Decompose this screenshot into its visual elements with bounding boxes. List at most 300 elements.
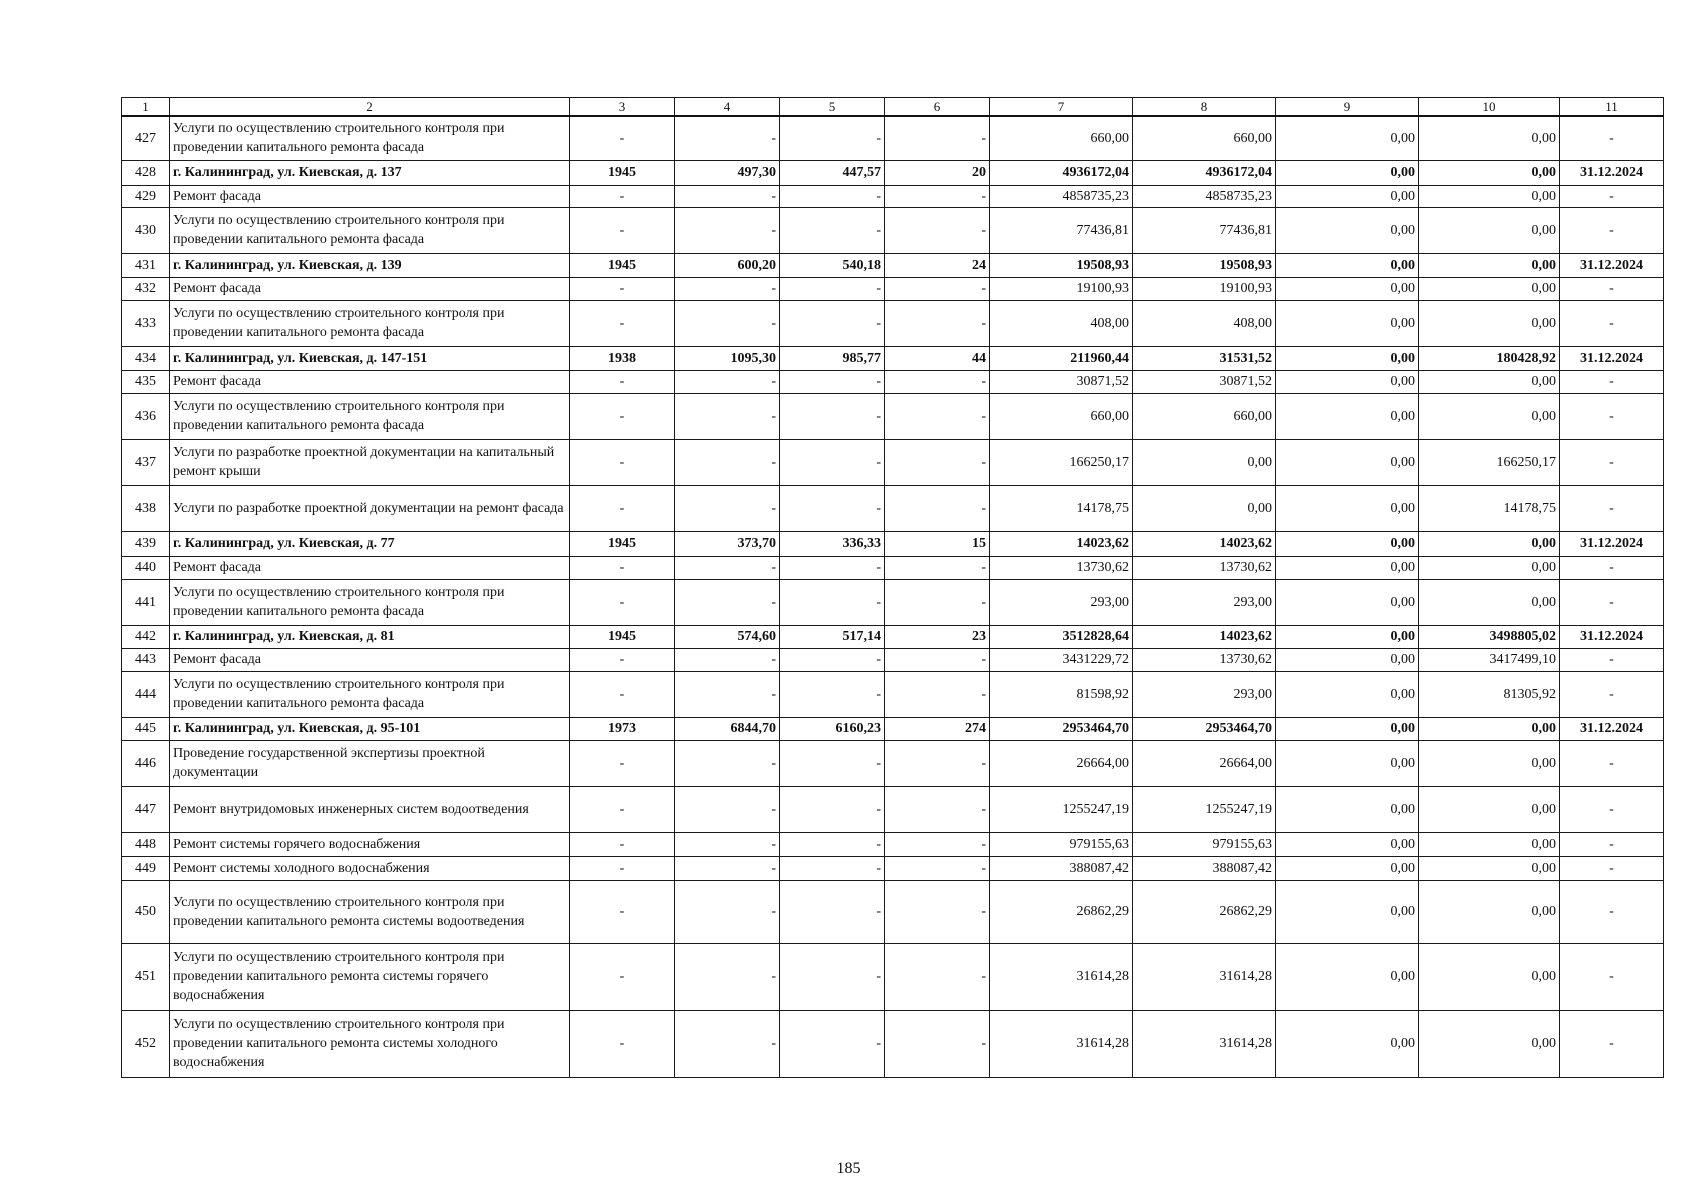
cell-row-number: 451 bbox=[122, 943, 170, 1010]
address-row bbox=[122, 160, 1664, 185]
cell-row-number: 433 bbox=[122, 300, 170, 346]
cell-row-number: 429 bbox=[122, 185, 170, 207]
cell-total-cost: 77436,81 bbox=[990, 207, 1133, 253]
table-row bbox=[122, 207, 1664, 253]
cell-total-area: 574,60 bbox=[675, 625, 780, 648]
cell-living-area: 517,14 bbox=[780, 625, 885, 648]
cell-row-number: 435 bbox=[122, 370, 170, 393]
cell-cost-other: 3498805,02 bbox=[1419, 625, 1560, 648]
cell-completion-date: - bbox=[1560, 1010, 1664, 1077]
cell-total-area: - bbox=[675, 556, 780, 579]
cell-total-cost: 408,00 bbox=[990, 300, 1133, 346]
cell-description: г. Калининград, ул. Киевская, д. 81 bbox=[170, 625, 570, 648]
table-row bbox=[122, 880, 1664, 943]
column-header: 5 bbox=[780, 98, 885, 117]
cell-cost-budget: 0,00 bbox=[1276, 300, 1419, 346]
cell-cost-other: 0,00 bbox=[1419, 832, 1560, 856]
cell-total-area: - bbox=[675, 185, 780, 207]
cell-completion-date: - bbox=[1560, 300, 1664, 346]
cell-living-area: 336,33 bbox=[780, 531, 885, 556]
cell-cost-other: 0,00 bbox=[1419, 531, 1560, 556]
cell-residents: - bbox=[885, 116, 990, 160]
cell-total-area: - bbox=[675, 370, 780, 393]
cell-description: г. Калининград, ул. Киевская, д. 139 bbox=[170, 253, 570, 277]
page-number: 185 bbox=[836, 1160, 861, 1177]
cell-row-number: 452 bbox=[122, 1010, 170, 1077]
cell-year: - bbox=[570, 185, 675, 207]
cell-living-area: - bbox=[780, 116, 885, 160]
cell-completion-date: - bbox=[1560, 880, 1664, 943]
column-header: 6 bbox=[885, 98, 990, 117]
cell-cost-budget: 0,00 bbox=[1276, 648, 1419, 671]
cell-row-number: 437 bbox=[122, 439, 170, 485]
cell-cost-fund: 14023,62 bbox=[1133, 625, 1276, 648]
cell-completion-date: - bbox=[1560, 832, 1664, 856]
cell-row-number: 450 bbox=[122, 880, 170, 943]
cell-completion-date: - bbox=[1560, 786, 1664, 832]
cell-row-number: 428 bbox=[122, 160, 170, 185]
cell-cost-other: 0,00 bbox=[1419, 300, 1560, 346]
cell-cost-other: 0,00 bbox=[1419, 579, 1560, 625]
cell-cost-other: 0,00 bbox=[1419, 786, 1560, 832]
cell-row-number: 431 bbox=[122, 253, 170, 277]
cell-year: - bbox=[570, 393, 675, 439]
cell-total-area: - bbox=[675, 943, 780, 1010]
column-header: 9 bbox=[1276, 98, 1419, 117]
cell-year: - bbox=[570, 856, 675, 880]
cell-description: Услуги по осуществлению строительного контроля при проведении капитального ремонта фасада bbox=[170, 207, 570, 253]
cell-total-cost: 4936172,04 bbox=[990, 160, 1133, 185]
cell-cost-budget: 0,00 bbox=[1276, 579, 1419, 625]
cell-description: г. Калининград, ул. Киевская, д. 137 bbox=[170, 160, 570, 185]
cell-description: Ремонт фасада bbox=[170, 277, 570, 300]
table-row bbox=[122, 1010, 1664, 1077]
cell-cost-budget: 0,00 bbox=[1276, 856, 1419, 880]
cell-residents: - bbox=[885, 556, 990, 579]
cell-cost-other: 166250,17 bbox=[1419, 439, 1560, 485]
cell-living-area: - bbox=[780, 832, 885, 856]
cell-description: Услуги по разработке проектной документации на ремонт фасада bbox=[170, 485, 570, 531]
cell-cost-budget: 0,00 bbox=[1276, 832, 1419, 856]
cell-cost-other: 0,00 bbox=[1419, 880, 1560, 943]
cell-cost-fund: 19100,93 bbox=[1133, 277, 1276, 300]
cell-living-area: - bbox=[780, 393, 885, 439]
cell-cost-fund: 660,00 bbox=[1133, 393, 1276, 439]
cell-description: Ремонт фасада bbox=[170, 370, 570, 393]
cell-description: Ремонт внутридомовых инженерных систем водоотведения bbox=[170, 786, 570, 832]
cell-completion-date: 31.12.2024 bbox=[1560, 160, 1664, 185]
cell-completion-date: - bbox=[1560, 943, 1664, 1010]
column-header: 11 bbox=[1560, 98, 1664, 117]
cell-cost-budget: 0,00 bbox=[1276, 943, 1419, 1010]
cell-total-area: - bbox=[675, 1010, 780, 1077]
cell-residents: - bbox=[885, 439, 990, 485]
cell-row-number: 432 bbox=[122, 277, 170, 300]
cell-total-area: 373,70 bbox=[675, 531, 780, 556]
cell-row-number: 448 bbox=[122, 832, 170, 856]
cell-description: Услуги по осуществлению строительного контроля при проведении капитального ремонта системы водоотведения bbox=[170, 880, 570, 943]
cell-description: Услуги по осуществлению строительного контроля при проведении капитального ремонта фасада bbox=[170, 579, 570, 625]
cell-residents: 24 bbox=[885, 253, 990, 277]
cell-year: 1945 bbox=[570, 625, 675, 648]
cell-residents: - bbox=[885, 1010, 990, 1077]
cell-living-area: - bbox=[780, 648, 885, 671]
cell-living-area: - bbox=[780, 207, 885, 253]
cell-cost-other: 0,00 bbox=[1419, 856, 1560, 880]
cell-cost-fund: 2953464,70 bbox=[1133, 717, 1276, 740]
cell-cost-other: 0,00 bbox=[1419, 717, 1560, 740]
cell-year: - bbox=[570, 439, 675, 485]
cell-total-area: - bbox=[675, 856, 780, 880]
cell-cost-budget: 0,00 bbox=[1276, 116, 1419, 160]
cell-living-area: 985,77 bbox=[780, 346, 885, 370]
cell-cost-other: 0,00 bbox=[1419, 253, 1560, 277]
cell-cost-other: 14178,75 bbox=[1419, 485, 1560, 531]
cell-cost-budget: 0,00 bbox=[1276, 185, 1419, 207]
cell-total-area: - bbox=[675, 485, 780, 531]
cell-cost-budget: 0,00 bbox=[1276, 671, 1419, 717]
cell-cost-fund: 1255247,19 bbox=[1133, 786, 1276, 832]
cell-description: Ремонт фасада bbox=[170, 185, 570, 207]
cell-total-area: - bbox=[675, 880, 780, 943]
cell-row-number: 430 bbox=[122, 207, 170, 253]
cell-completion-date: 31.12.2024 bbox=[1560, 346, 1664, 370]
cell-cost-fund: 14023,62 bbox=[1133, 531, 1276, 556]
cell-total-area: 497,30 bbox=[675, 160, 780, 185]
cell-total-cost: 14023,62 bbox=[990, 531, 1133, 556]
cell-total-area: - bbox=[675, 277, 780, 300]
cell-living-area: - bbox=[780, 856, 885, 880]
cell-cost-fund: 660,00 bbox=[1133, 116, 1276, 160]
table-row bbox=[122, 556, 1664, 579]
address-row bbox=[122, 531, 1664, 556]
cell-residents: 20 bbox=[885, 160, 990, 185]
column-header: 10 bbox=[1419, 98, 1560, 117]
cell-total-area: - bbox=[675, 832, 780, 856]
cell-cost-other: 0,00 bbox=[1419, 370, 1560, 393]
cell-total-area: - bbox=[675, 579, 780, 625]
table-row bbox=[122, 648, 1664, 671]
cell-year: - bbox=[570, 579, 675, 625]
cell-cost-fund: 30871,52 bbox=[1133, 370, 1276, 393]
cell-total-cost: 13730,62 bbox=[990, 556, 1133, 579]
cell-residents: 15 bbox=[885, 531, 990, 556]
cell-cost-budget: 0,00 bbox=[1276, 1010, 1419, 1077]
cell-living-area: - bbox=[780, 671, 885, 717]
cell-cost-fund: 979155,63 bbox=[1133, 832, 1276, 856]
cell-year: - bbox=[570, 880, 675, 943]
cell-cost-budget: 0,00 bbox=[1276, 485, 1419, 531]
cell-cost-budget: 0,00 bbox=[1276, 207, 1419, 253]
column-header: 7 bbox=[990, 98, 1133, 117]
column-header: 2 bbox=[170, 98, 570, 117]
cell-description: Ремонт фасада bbox=[170, 556, 570, 579]
cell-total-area: 600,20 bbox=[675, 253, 780, 277]
table-row bbox=[122, 856, 1664, 880]
cell-living-area: - bbox=[780, 740, 885, 786]
cell-description: Услуги по осуществлению строительного контроля при проведении капитального ремонта системы холодного водоснабжения bbox=[170, 1010, 570, 1077]
cell-total-area: - bbox=[675, 393, 780, 439]
cell-cost-budget: 0,00 bbox=[1276, 253, 1419, 277]
cell-residents: - bbox=[885, 207, 990, 253]
column-header: 8 bbox=[1133, 98, 1276, 117]
cell-cost-budget: 0,00 bbox=[1276, 625, 1419, 648]
cell-row-number: 444 bbox=[122, 671, 170, 717]
cell-residents: 44 bbox=[885, 346, 990, 370]
cell-total-cost: 30871,52 bbox=[990, 370, 1133, 393]
cell-description: Услуги по осуществлению строительного контроля при проведении капитального ремонта фасада bbox=[170, 393, 570, 439]
cell-living-area: - bbox=[780, 485, 885, 531]
address-row bbox=[122, 346, 1664, 370]
table-row bbox=[122, 116, 1664, 160]
cell-living-area: - bbox=[780, 1010, 885, 1077]
cell-total-cost: 31614,28 bbox=[990, 943, 1133, 1010]
cell-living-area: - bbox=[780, 556, 885, 579]
column-header: 3 bbox=[570, 98, 675, 117]
cell-completion-date: - bbox=[1560, 439, 1664, 485]
cell-cost-other: 0,00 bbox=[1419, 943, 1560, 1010]
cell-cost-fund: 293,00 bbox=[1133, 579, 1276, 625]
cell-cost-fund: 4936172,04 bbox=[1133, 160, 1276, 185]
cell-row-number: 427 bbox=[122, 116, 170, 160]
cell-total-area: - bbox=[675, 300, 780, 346]
cell-cost-other: 0,00 bbox=[1419, 185, 1560, 207]
cell-total-cost: 14178,75 bbox=[990, 485, 1133, 531]
table-row bbox=[122, 579, 1664, 625]
cell-year: 1945 bbox=[570, 531, 675, 556]
cell-total-cost: 31614,28 bbox=[990, 1010, 1133, 1077]
table-row bbox=[122, 943, 1664, 1010]
cell-living-area: 540,18 bbox=[780, 253, 885, 277]
cell-total-cost: 26862,29 bbox=[990, 880, 1133, 943]
cell-cost-fund: 293,00 bbox=[1133, 671, 1276, 717]
cell-year: - bbox=[570, 277, 675, 300]
cell-living-area: - bbox=[780, 786, 885, 832]
cell-cost-fund: 31614,28 bbox=[1133, 1010, 1276, 1077]
table-row bbox=[122, 393, 1664, 439]
cell-completion-date: - bbox=[1560, 393, 1664, 439]
address-row bbox=[122, 253, 1664, 277]
cell-total-cost: 211960,44 bbox=[990, 346, 1133, 370]
cell-residents: - bbox=[885, 485, 990, 531]
cell-row-number: 446 bbox=[122, 740, 170, 786]
cell-cost-other: 0,00 bbox=[1419, 740, 1560, 786]
cell-cost-other: 81305,92 bbox=[1419, 671, 1560, 717]
cell-completion-date: - bbox=[1560, 116, 1664, 160]
cell-description: Ремонт системы холодного водоснабжения bbox=[170, 856, 570, 880]
cell-year: - bbox=[570, 485, 675, 531]
cell-row-number: 443 bbox=[122, 648, 170, 671]
table-row bbox=[122, 786, 1664, 832]
cell-cost-budget: 0,00 bbox=[1276, 531, 1419, 556]
cell-total-area: - bbox=[675, 439, 780, 485]
cell-year: - bbox=[570, 556, 675, 579]
cell-cost-fund: 31531,52 bbox=[1133, 346, 1276, 370]
cell-residents: - bbox=[885, 832, 990, 856]
cell-row-number: 434 bbox=[122, 346, 170, 370]
cell-year: 1945 bbox=[570, 160, 675, 185]
cell-total-area: - bbox=[675, 207, 780, 253]
cell-completion-date: - bbox=[1560, 556, 1664, 579]
table-row bbox=[122, 485, 1664, 531]
cell-row-number: 439 bbox=[122, 531, 170, 556]
cell-total-area: - bbox=[675, 116, 780, 160]
cell-description: Услуги по осуществлению строительного контроля при проведении капитального ремонта фасада bbox=[170, 300, 570, 346]
cell-living-area: - bbox=[780, 943, 885, 1010]
cell-cost-fund: 26862,29 bbox=[1133, 880, 1276, 943]
cell-year: - bbox=[570, 943, 675, 1010]
cell-completion-date: 31.12.2024 bbox=[1560, 717, 1664, 740]
cell-cost-other: 0,00 bbox=[1419, 556, 1560, 579]
capital-repair-table bbox=[121, 97, 1664, 1078]
cell-cost-fund: 77436,81 bbox=[1133, 207, 1276, 253]
table-row bbox=[122, 832, 1664, 856]
cell-cost-fund: 408,00 bbox=[1133, 300, 1276, 346]
cell-residents: - bbox=[885, 786, 990, 832]
cell-row-number: 436 bbox=[122, 393, 170, 439]
table-row bbox=[122, 671, 1664, 717]
cell-completion-date: - bbox=[1560, 579, 1664, 625]
cell-residents: - bbox=[885, 277, 990, 300]
cell-living-area: - bbox=[780, 185, 885, 207]
cell-completion-date: 31.12.2024 bbox=[1560, 625, 1664, 648]
cell-total-cost: 19508,93 bbox=[990, 253, 1133, 277]
cell-row-number: 447 bbox=[122, 786, 170, 832]
cell-completion-date: 31.12.2024 bbox=[1560, 253, 1664, 277]
cell-cost-budget: 0,00 bbox=[1276, 717, 1419, 740]
cell-year: 1973 bbox=[570, 717, 675, 740]
cell-description: г. Калининград, ул. Киевская, д. 77 bbox=[170, 531, 570, 556]
address-row bbox=[122, 625, 1664, 648]
cell-total-cost: 19100,93 bbox=[990, 277, 1133, 300]
cell-residents: - bbox=[885, 579, 990, 625]
cell-completion-date: - bbox=[1560, 277, 1664, 300]
cell-cost-other: 0,00 bbox=[1419, 277, 1560, 300]
cell-cost-budget: 0,00 bbox=[1276, 740, 1419, 786]
cell-total-cost: 81598,92 bbox=[990, 671, 1133, 717]
cell-cost-budget: 0,00 bbox=[1276, 393, 1419, 439]
cell-year: - bbox=[570, 671, 675, 717]
cell-total-cost: 660,00 bbox=[990, 393, 1133, 439]
column-header: 4 bbox=[675, 98, 780, 117]
cell-completion-date: - bbox=[1560, 648, 1664, 671]
cell-year: - bbox=[570, 207, 675, 253]
cell-cost-fund: 19508,93 bbox=[1133, 253, 1276, 277]
table-row bbox=[122, 277, 1664, 300]
cell-year: - bbox=[570, 832, 675, 856]
table-row bbox=[122, 740, 1664, 786]
cell-residents: - bbox=[885, 185, 990, 207]
cell-cost-budget: 0,00 bbox=[1276, 346, 1419, 370]
cell-living-area: - bbox=[780, 439, 885, 485]
cell-completion-date: - bbox=[1560, 185, 1664, 207]
cell-row-number: 438 bbox=[122, 485, 170, 531]
cell-completion-date: - bbox=[1560, 485, 1664, 531]
cell-residents: - bbox=[885, 648, 990, 671]
cell-living-area: - bbox=[780, 579, 885, 625]
cell-completion-date: - bbox=[1560, 207, 1664, 253]
cell-year: - bbox=[570, 740, 675, 786]
cell-row-number: 449 bbox=[122, 856, 170, 880]
cell-cost-budget: 0,00 bbox=[1276, 439, 1419, 485]
cell-year: - bbox=[570, 370, 675, 393]
cell-year: - bbox=[570, 1010, 675, 1077]
cell-cost-other: 0,00 bbox=[1419, 1010, 1560, 1077]
cell-cost-fund: 13730,62 bbox=[1133, 556, 1276, 579]
cell-cost-budget: 0,00 bbox=[1276, 370, 1419, 393]
cell-total-cost: 26664,00 bbox=[990, 740, 1133, 786]
cell-total-cost: 2953464,70 bbox=[990, 717, 1133, 740]
cell-cost-budget: 0,00 bbox=[1276, 786, 1419, 832]
cell-cost-other: 0,00 bbox=[1419, 393, 1560, 439]
cell-description: Ремонт системы горячего водоснабжения bbox=[170, 832, 570, 856]
cell-cost-other: 0,00 bbox=[1419, 116, 1560, 160]
cell-row-number: 442 bbox=[122, 625, 170, 648]
table-row bbox=[122, 300, 1664, 346]
cell-residents: - bbox=[885, 740, 990, 786]
cell-total-cost: 979155,63 bbox=[990, 832, 1133, 856]
cell-year: 1945 bbox=[570, 253, 675, 277]
cell-description: Услуги по разработке проектной документации на капитальный ремонт крыши bbox=[170, 439, 570, 485]
cell-total-area: 6844,70 bbox=[675, 717, 780, 740]
cell-description: Услуги по осуществлению строительного контроля при проведении капитального ремонта фасада bbox=[170, 116, 570, 160]
cell-completion-date: - bbox=[1560, 740, 1664, 786]
table-row bbox=[122, 370, 1664, 393]
cell-description: г. Калининград, ул. Киевская, д. 147-151 bbox=[170, 346, 570, 370]
table-row bbox=[122, 185, 1664, 207]
cell-residents: 23 bbox=[885, 625, 990, 648]
cell-total-area: - bbox=[675, 786, 780, 832]
header-row bbox=[122, 98, 1664, 117]
cell-completion-date: 31.12.2024 bbox=[1560, 531, 1664, 556]
address-row bbox=[122, 717, 1664, 740]
cell-cost-budget: 0,00 bbox=[1276, 556, 1419, 579]
cell-residents: - bbox=[885, 856, 990, 880]
cell-total-area: - bbox=[675, 671, 780, 717]
cell-cost-budget: 0,00 bbox=[1276, 277, 1419, 300]
cell-cost-other: 0,00 bbox=[1419, 207, 1560, 253]
cell-description: Проведение государственной экспертизы проектной документации bbox=[170, 740, 570, 786]
cell-residents: - bbox=[885, 671, 990, 717]
cell-cost-fund: 0,00 bbox=[1133, 439, 1276, 485]
cell-description: г. Калининград, ул. Киевская, д. 95-101 bbox=[170, 717, 570, 740]
cell-cost-other: 180428,92 bbox=[1419, 346, 1560, 370]
cell-living-area: - bbox=[780, 880, 885, 943]
cell-residents: - bbox=[885, 370, 990, 393]
cell-total-cost: 166250,17 bbox=[990, 439, 1133, 485]
cell-living-area: 6160,23 bbox=[780, 717, 885, 740]
cell-cost-budget: 0,00 bbox=[1276, 880, 1419, 943]
cell-residents: - bbox=[885, 300, 990, 346]
cell-cost-fund: 26664,00 bbox=[1133, 740, 1276, 786]
cell-living-area: - bbox=[780, 370, 885, 393]
cell-cost-fund: 388087,42 bbox=[1133, 856, 1276, 880]
table-body bbox=[122, 98, 1664, 1078]
cell-description: Услуги по осуществлению строительного контроля при проведении капитального ремонта системы горячего водоснабжения bbox=[170, 943, 570, 1010]
cell-completion-date: - bbox=[1560, 856, 1664, 880]
cell-cost-other: 0,00 bbox=[1419, 160, 1560, 185]
cell-year: 1938 bbox=[570, 346, 675, 370]
cell-total-area: - bbox=[675, 740, 780, 786]
cell-total-cost: 293,00 bbox=[990, 579, 1133, 625]
cell-cost-fund: 0,00 bbox=[1133, 485, 1276, 531]
cell-completion-date: - bbox=[1560, 370, 1664, 393]
cell-row-number: 441 bbox=[122, 579, 170, 625]
cell-completion-date: - bbox=[1560, 671, 1664, 717]
cell-cost-budget: 0,00 bbox=[1276, 160, 1419, 185]
cell-living-area: - bbox=[780, 277, 885, 300]
cell-total-cost: 3512828,64 bbox=[990, 625, 1133, 648]
